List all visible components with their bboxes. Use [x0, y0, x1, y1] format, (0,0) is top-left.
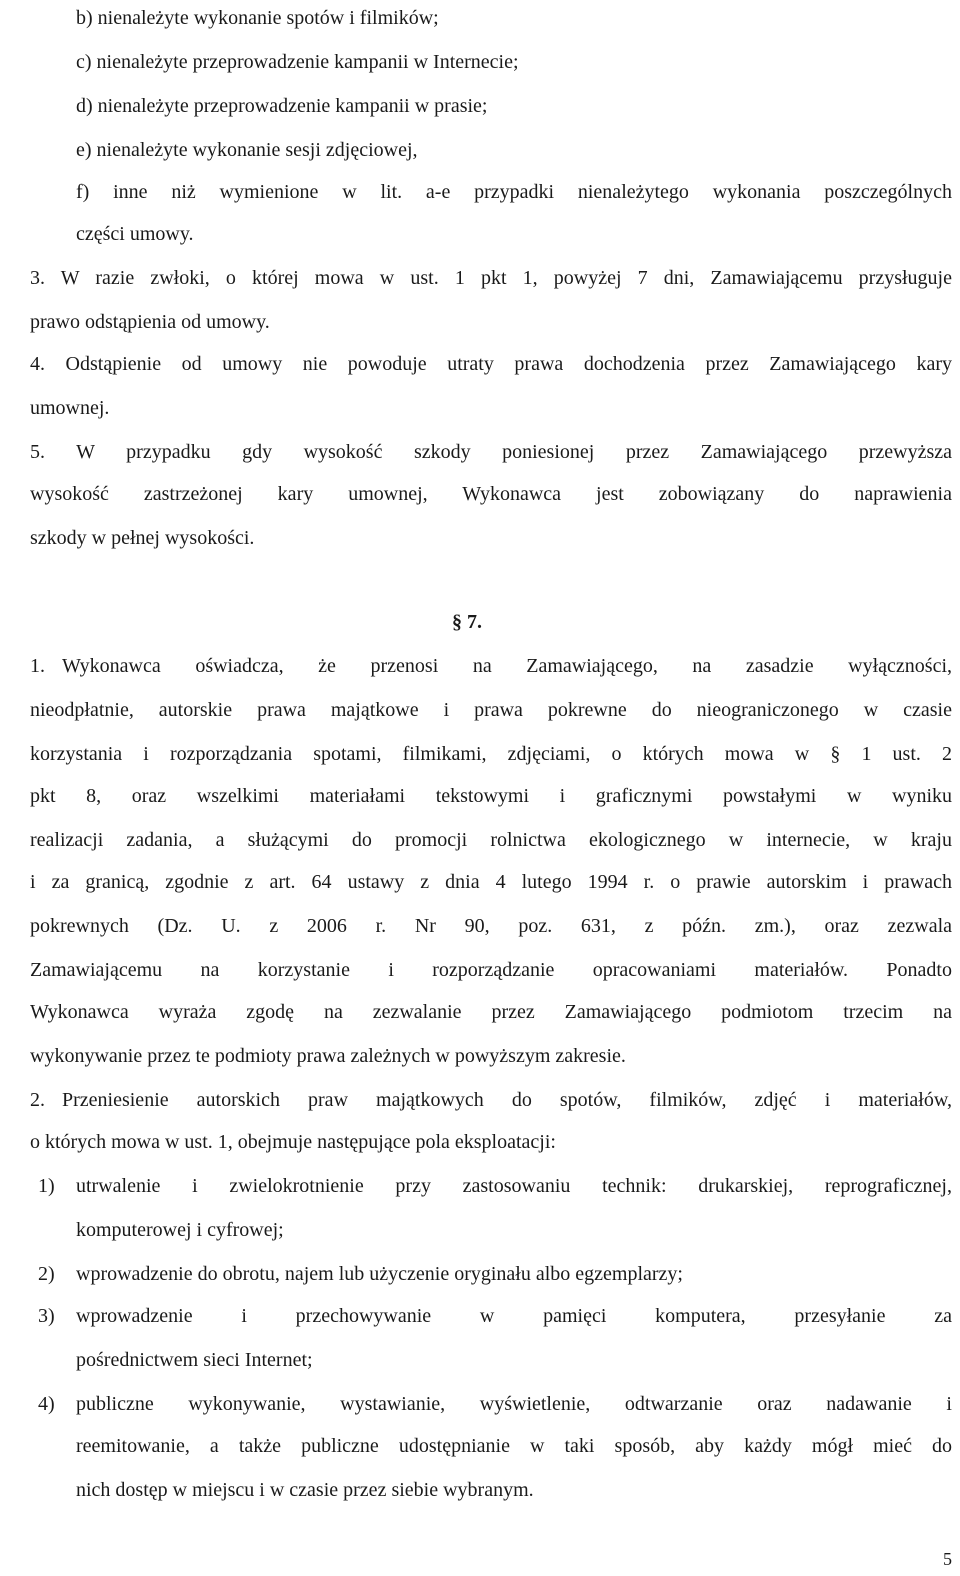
page-number: 5 [943, 1549, 952, 1569]
list-item-e: e) nienależyte wykonanie sesji zdjęciowej, [76, 139, 418, 161]
field-4-number: 4) [38, 1393, 55, 1415]
point-1-line-6: i za granicą, zgodnie z art. 64 ustawy z dnia 4 lutego 1994 r. o prawie autorskim i prawach [30, 871, 952, 893]
list-item-f-cont: części umowy. [76, 223, 194, 245]
field-2-number: 2) [38, 1263, 55, 1285]
point-1-line-9: Wykonawca wyraża zgodę na zezwalanie przez Zamawiającego podmiotom trzecim na [30, 1001, 952, 1023]
point-1-line-5: realizacji zadania, a służącymi do promocji rolnictwa ekologicznego w internecie, w kraju [30, 829, 952, 851]
list-item-c: c) nienależyte przeprowadzenie kampanii w Internecie; [76, 51, 519, 73]
field-1-number: 1) [38, 1175, 55, 1197]
point-2-line-1: Przeniesienie autorskich praw majątkowych do spotów, filmików, zdjęć i materiałów, [62, 1089, 952, 1111]
point-1-line-8: Zamawiającemu na korzystanie i rozporządzanie opracowaniami materiałów. Ponadto [30, 959, 952, 981]
field-4-line-1: publiczne wykonywanie, wystawianie, wyświetlenie, odtwarzanie oraz nadawanie i [76, 1393, 952, 1415]
paragraph-5-line-1: 5. W przypadku gdy wysokość szkody poniesionej przez Zamawiającego przewyższa [30, 441, 952, 463]
point-2-number: 2. [30, 1089, 45, 1111]
field-3-line-1: wprowadzenie i przechowywanie w pamięci komputera, przesyłanie za [76, 1305, 952, 1327]
list-item-d: d) nienależyte przeprowadzenie kampanii w prasie; [76, 95, 488, 117]
point-1-line-10: wykonywanie przez te podmioty prawa zależnych w powyższym zakresie. [30, 1045, 626, 1067]
field-4-line-3: nich dostęp w miejscu i w czasie przez siebie wybranym. [76, 1479, 534, 1501]
paragraph-4-line-1: 4. Odstąpienie od umowy nie powoduje utraty prawa dochodzenia przez Zamawiającego kary [30, 353, 952, 375]
paragraph-5-line-2: wysokość zastrzeżonej kary umownej, Wykonawca jest zobowiązany do naprawienia [30, 483, 952, 505]
point-1-line-7: pokrewnych (Dz. U. z 2006 r. Nr 90, poz. 631, z późn. zm.), oraz zezwala [30, 915, 952, 937]
section-heading: § 7. [452, 611, 482, 633]
paragraph-3-line-2: prawo odstąpienia od umowy. [30, 311, 270, 333]
field-1-line-2: komputerowej i cyfrowej; [76, 1219, 284, 1241]
point-1-number: 1. [30, 655, 45, 677]
point-1-line-3: korzystania i rozporządzania spotami, filmikami, zdjęciami, o których mowa w § 1 ust. 2 [30, 743, 952, 765]
field-3-number: 3) [38, 1305, 55, 1327]
point-1-line-1: Wykonawca oświadcza, że przenosi na Zamawiającego, na zasadzie wyłączności, [62, 655, 952, 677]
point-1-line-4: pkt 8, oraz wszelkimi materiałami tekstowymi i graficznymi powstałymi w wyniku [30, 785, 952, 807]
field-3-line-2: pośrednictwem sieci Internet; [76, 1349, 313, 1371]
paragraph-4-line-2: umownej. [30, 397, 110, 419]
field-1-line-1: utrwalenie i zwielokrotnienie przy zastosowaniu technik: drukarskiej, reprograficznej, [76, 1175, 952, 1197]
paragraph-3-line-1: 3. W razie zwłoki, o której mowa w ust. 1 pkt 1, powyżej 7 dni, Zamawiającemu przysługuje [30, 267, 952, 289]
field-2-line-1: wprowadzenie do obrotu, najem lub użyczenie oryginału albo egzemplarzy; [76, 1263, 683, 1285]
list-item-b: b) nienależyte wykonanie spotów i filmików; [76, 7, 439, 29]
list-item-f: f) inne niż wymienione w lit. a-e przypadki nienależytego wykonania poszczególnych [76, 181, 952, 203]
field-4-line-2: reemitowanie, a także publiczne udostępnianie w taki sposób, aby każdy mógł mieć do [76, 1435, 952, 1457]
point-2-line-2: o których mowa w ust. 1, obejmuje następujące pola eksploatacji: [30, 1131, 556, 1153]
point-1-line-2: nieodpłatnie, autorskie prawa majątkowe i prawa pokrewne do nieograniczonego w czasie [30, 699, 952, 721]
paragraph-5-line-3: szkody w pełnej wysokości. [30, 527, 255, 549]
